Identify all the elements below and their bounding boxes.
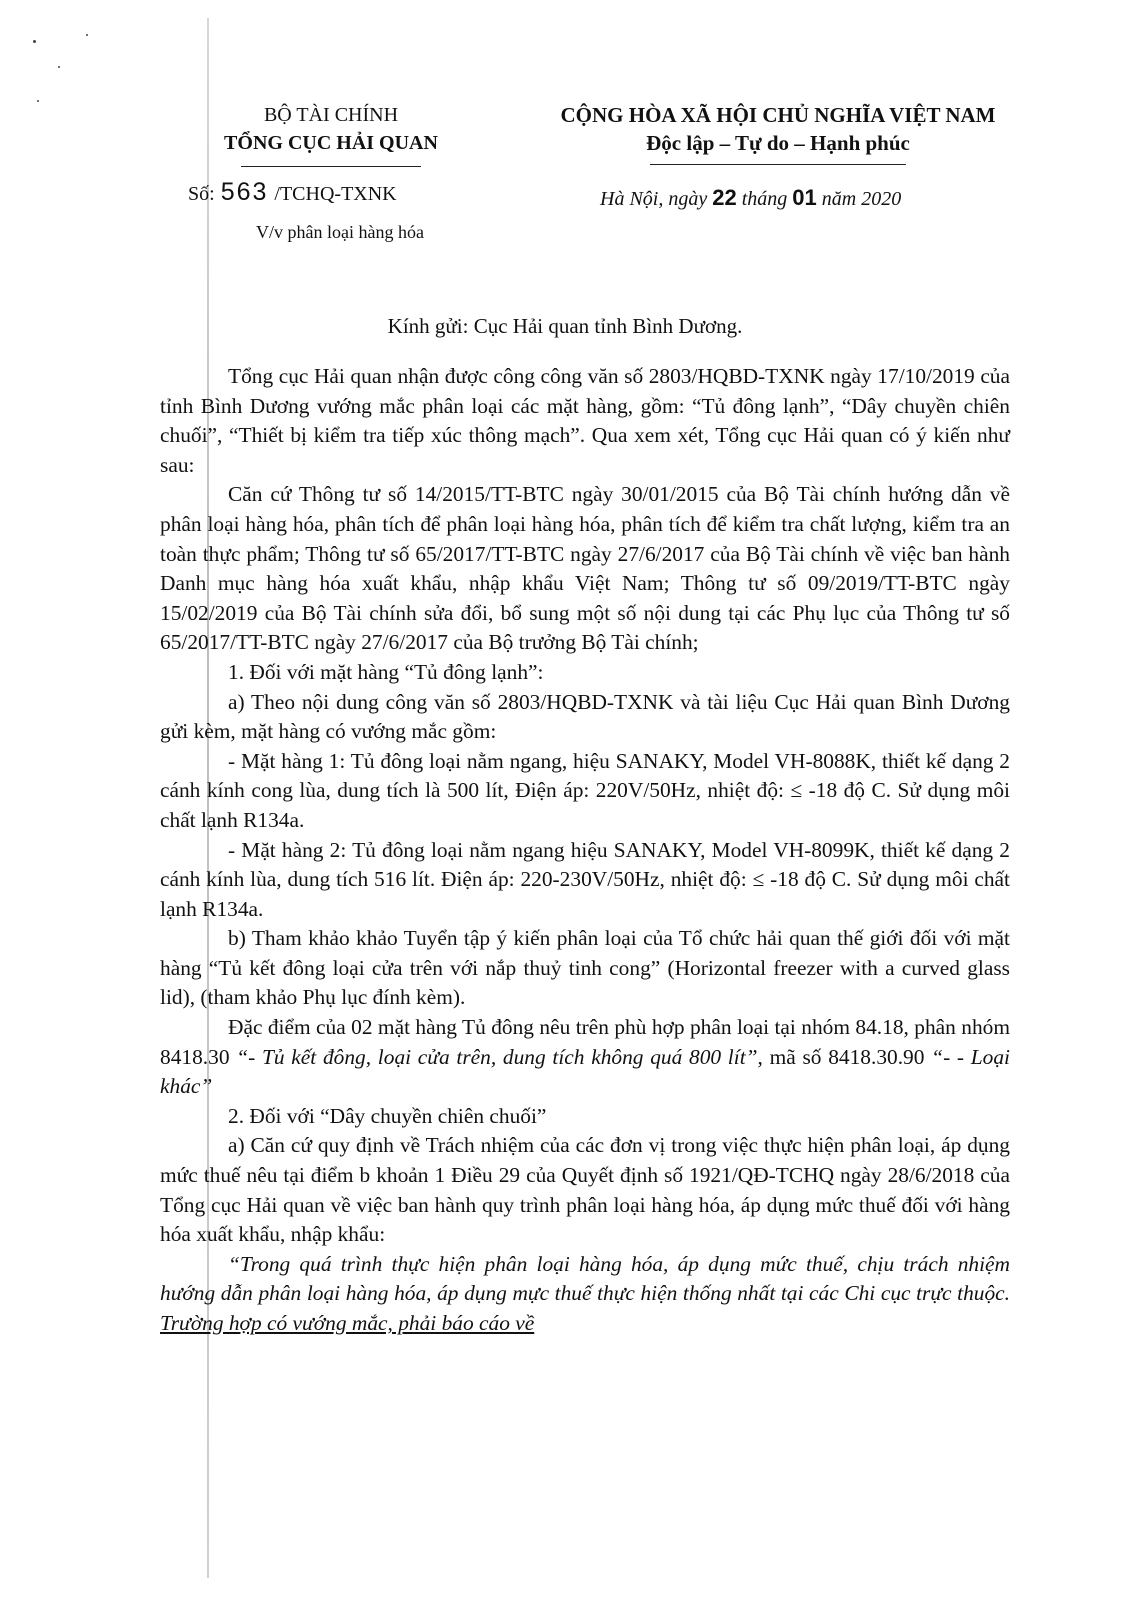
paragraph-section-2: 2. Đối với “Dây chuyền chiên chuối” <box>228 1103 547 1128</box>
classification-text-b: , mã số 8418.30.90 <box>757 1044 932 1069</box>
paragraph-quote <box>160 1250 1010 1339</box>
paragraph-intro: Tổng cục Hải quan nhận được công công văn số 2803/HQBD-TXNK ngày 17/10/2019 của tỉnh Bình Dương vướng mắc phân loại các mặt hàng, gồm: “Tủ đông lạnh”, “Dây chuyền chiên chuối”, “Thiết bị kiểm tra tiếp xúc thông mạch”. Qua xem xét, Tổng cục Hải quan có ý kiến như sau: <box>160 364 1010 477</box>
paragraph-1a: a) Theo nội dung công văn số 2803/HQBD-TXNK và tài liệu Cục Hải quan Bình Dương gửi kèm, mặt hàng có vướng mắc gồm: <box>160 689 1010 744</box>
agency-name: TỔNG CỤC HẢI QUAN <box>224 132 438 154</box>
ministry-name: BỘ TÀI CHÍNH <box>263 104 399 126</box>
date-day: 22 <box>712 185 737 210</box>
scan-speck <box>58 66 60 68</box>
classification-quote-a: “- Tủ kết đông, loại cửa trên, dung tích không quá 800 lít” <box>236 1044 758 1069</box>
paragraph-1b: b) Tham khảo khảo Tuyển tập ý kiến phân loại của Tổ chức hải quan thế giới đối với mặt hàng “Tủ kết đông loại cửa trên với nắp thuỷ tinh cong” (Horizontal freezer with a curved glass lid), (tham khảo Phụ lục đính kèm). <box>160 926 1010 1010</box>
paragraph-legal-basis: Căn cứ Thông tư số 14/2015/TT-BTC ngày 30/01/2015 của Bộ Tài chính hướng dẫn về phân loại hàng hóa, phân tích để phân loại hàng hóa, phân tích để kiểm tra chất lượng, kiểm tra an toàn thực phẩm; Thông tư số 65/2017/TT-BTC ngày 27/6/2017 của Bộ Tài chính về việc ban hành Danh mục hàng hóa xuất khẩu, nhập khẩu Việt Nam; Thông tư số 09/2019/TT-BTC ngày 15/02/2019 của Bộ Tài chính sửa đổi, bổ sung một số nội dung tại các Phụ lục của Thông tư số 65/2017/TT-BTC ngày 27/6/2017 của Bộ trưởng Bộ Tài chính; <box>160 482 1010 655</box>
issuer-underline <box>241 166 421 167</box>
paragraph-item-2: - Mặt hàng 2: Tủ đông loại nằm ngang hiệu SANAKY, Model VH-8099K, thiết kế dạng 2 cánh kính lùa, dung tích 516 lít. Điện áp: 220-230V/50Hz, nhiệt độ: ≤ -18 độ C. Sử dụng môi chất lạnh R134a. <box>160 837 1010 921</box>
motto: Độc lập – Tự do – Hạnh phúc <box>646 131 910 155</box>
document-number <box>188 178 397 207</box>
recipient-line: Kính gửi: Cục Hải quan tỉnh Bình Dương. <box>387 314 743 338</box>
scan-speck <box>86 34 88 36</box>
national-heading <box>528 101 1028 165</box>
classification-quote-b: “- - Loại khác” <box>160 1044 1010 1099</box>
letter-body <box>160 362 1010 1339</box>
number-suffix: /TCHQ-TXNK <box>274 183 397 205</box>
paragraph-2a: a) Căn cứ quy định về Trách nhiệm của các đơn vị trong việc thực hiện phân loại, áp dụng mức thuế nêu tại điểm b khoản 1 Điều 29 của Quyết định số 1921/QĐ-TCHQ ngày 28/6/2018 của Tổng cục Hải quan về việc ban hành quy trình phân loại hàng hóa, áp dụng mức thuế đối với hàng hóa xuất khẩu, nhập khẩu: <box>160 1133 1010 1247</box>
date-prefix: Hà Nội, ngày <box>600 188 708 210</box>
quote-text: “Trong quá trình thực hiện phân loại hàng hóa, áp dụng mức thuế, chịu trách nhiệm hướng dẫn phân loại hàng hóa, áp dụng mực thuế thực hiện thống nhất tại các Chi cục trực thuộc. <box>160 1251 1010 1306</box>
issuer-block <box>205 101 457 167</box>
date-year: năm 2020 <box>821 188 902 210</box>
paragraph-classification <box>160 1013 1010 1102</box>
motto-underline <box>650 164 906 165</box>
quote-underlined-text: Trường hợp có vướng mắc, phải báo cáo về <box>160 1311 535 1335</box>
month-prefix: tháng <box>741 188 788 210</box>
paragraph-item-1: - Mặt hàng 1: Tủ đông loại nằm ngang, hiệu SANAKY, Model VH-8088K, thiết kế dạng 2 cánh kính cong lùa, dung tích là 500 lít, Điện áp: 220V/50Hz, nhiệt độ: ≤ -18 độ C. Sử dụng môi chất lạnh R134a. <box>160 748 1010 832</box>
country-name: CỘNG HÒA XÃ HỘI CHỦ NGHĨA VIỆT NAM <box>560 103 996 127</box>
classification-text-a: Đặc điểm của 02 mặt hàng Tủ đông nêu trên phù hợp phân loại tại nhóm 84.18, phân nhóm 8418.30 <box>160 1015 1010 1069</box>
document-subject: V/v phân loại hàng hóa <box>256 222 424 242</box>
number-value: 563 <box>220 178 269 206</box>
scan-speck <box>33 40 36 43</box>
date-month: 01 <box>792 185 817 210</box>
place-date <box>600 185 901 211</box>
scan-speck <box>37 100 39 102</box>
number-prefix: Số: <box>188 183 215 205</box>
paragraph-section-1: 1. Đối với mặt hàng “Tủ đông lạnh”: <box>228 659 544 684</box>
